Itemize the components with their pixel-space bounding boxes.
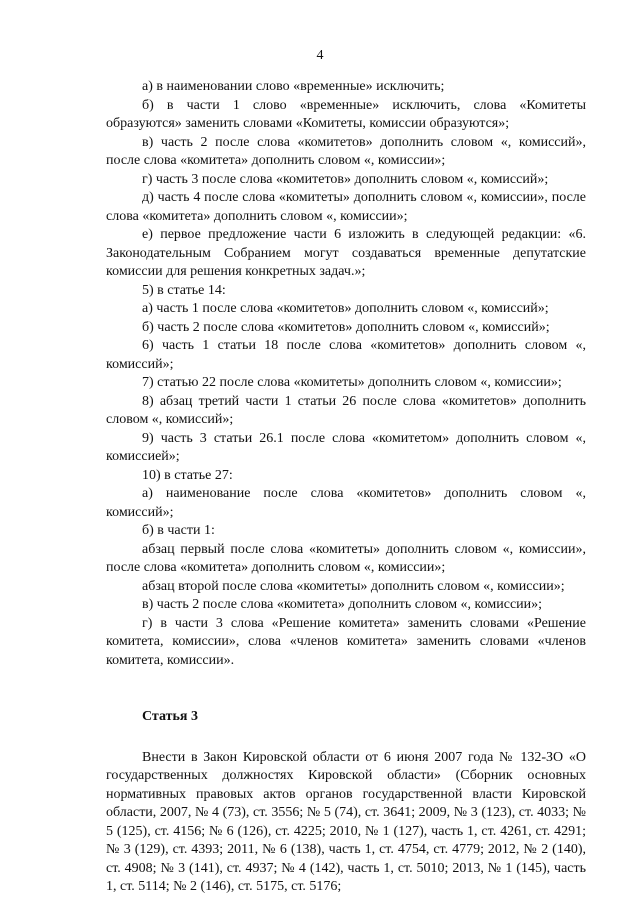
paragraph: 10) в статье 27: [142,467,233,483]
paragraph: 6) часть 1 статьи 18 после слова «комитетов» дополнить словом «, комиссий»; [106,338,586,372]
paragraph: а) часть 1 после слова «комитетов» дополнить словом «, комиссий»; [142,301,549,316]
paragraph: е) первое предложение части 6 изложить в следующей редакции: «6. Законодательным Собранием могут создаваться временные депутатские комиссии для решения конкретных задач.»; [106,227,586,279]
paragraph: б) в части 1 слово «временные» исключить, слова «Комитеты образуются» заменить словами «Комитеты, комиссии образуются»; [106,97,586,131]
paragraph: д) часть 4 после слова «комитеты» дополнить словом «, комиссии», после слова «комитета» дополнить словом «, комиссии»; [106,190,586,224]
paragraph: абзац второй после слова «комитеты» дополнить словом «, комиссии»; [142,578,565,594]
paragraph: в) часть 2 после слова «комитетов» дополнить словом «, комиссий», после слова «комитета» дополнить словом «, комиссии»; [106,134,586,168]
page-number: 4 [316,48,324,63]
paragraph: а) в наименовании слово «временные» исключить; [142,79,445,94]
paragraph: 8) абзац третий части 1 статьи 26 после слова «комитетов» дополнить словом «, комиссий»; [106,393,586,427]
paragraph: б) часть 2 после слова «комитетов» дополнить словом «, комиссий»; [142,319,550,335]
paragraph: в) часть 2 после слова «комитета» дополнить словом «, комиссии»; [142,597,543,612]
paragraph: г) часть 3 после слова «комитетов» дополнить словом «, комиссий»; [142,171,549,187]
paragraph: 9) часть 3 статьи 26.1 после слова «комитетом» дополнить словом «, комиссией»; [106,430,586,464]
paragraph: г) в части 3 слова «Решение комитета» заменить словами «Решение комитета, комиссии», слова «членов комитета» заменить словами «членов комитета, комиссии». [106,615,586,668]
paragraph: абзац первый после слова «комитеты» дополнить словом «, комиссии», после слова «комитета» дополнить словом «, комиссии»; [106,541,586,575]
paragraph: а) наименование после слова «комитетов» дополнить словом «, комиссий»; [106,486,586,520]
paragraph: 7) статью 22 после слова «комитеты» дополнить словом «, комиссии»; [142,375,562,390]
article-heading: Статья 3 [142,709,198,724]
paragraph: 5) в статье 14: [142,282,226,298]
paragraph: Внести в Закон Кировской области от 6 июня 2007 года № 132-ЗО «О государственных должностях Кировской области» (Сборник основных нормативных правовых актов органов государственной власти Кировской области, 2007, № 4 (73), ст. 3556; № 5 (74), ст. 3641; 2009, № 3 (123), ст. 4033; № 5 (125), ст. 4156; № 6 (126), ст. 4225; 2010, № 1 (127), часть 1, ст. 4261, ст. 4291; № 3 (129), ст. 4393; 2011, № 6 (138), часть 1, ст. 4754, ст. 4779; 2012, № 2 (140), ст. 4908; № 3 (141), ст. 4937; № 4 (142), часть 1, ст. 5010; 2013, № 1 (145), часть 1, ст. 5114; № 2 (146), ст. 5175, ст. 5176; [106,749,586,894]
document-body [106,78,586,897]
paragraph: б) в части 1: [142,523,215,538]
